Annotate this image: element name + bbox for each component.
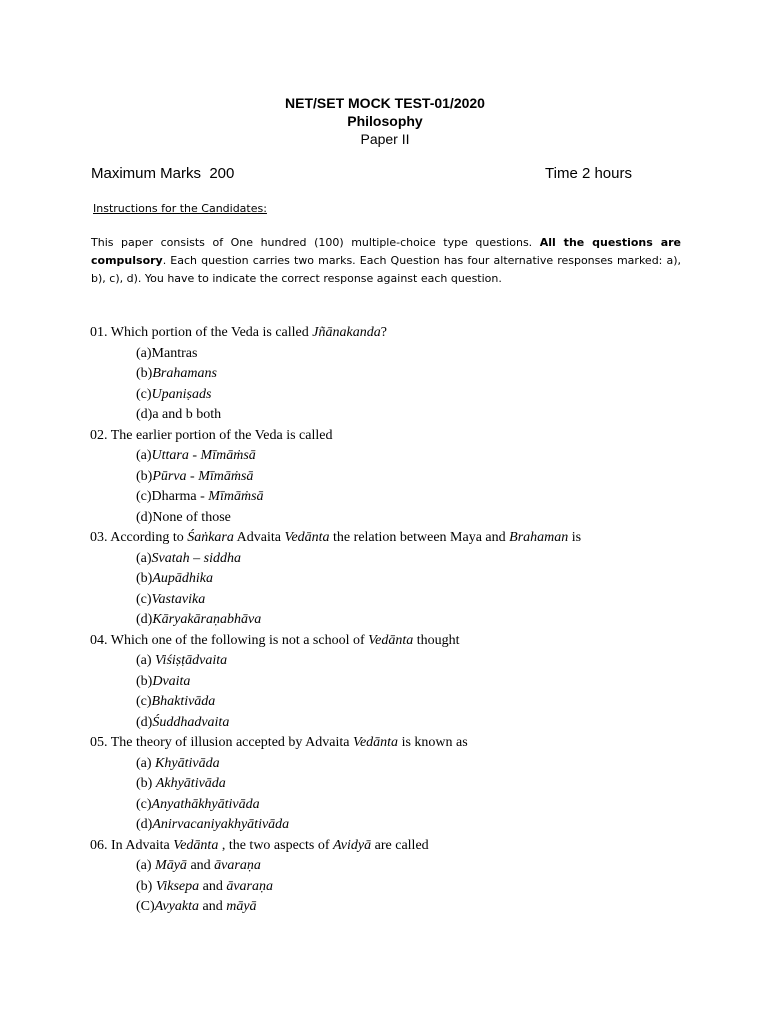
text-segment: Anirvacaniyakhyātivāda	[152, 817, 290, 832]
text-segment: 02. The earlier portion of the Veda is called	[90, 427, 333, 443]
answer-option	[90, 672, 690, 693]
text-segment: 03. According to	[90, 530, 188, 545]
answer-option	[90, 856, 690, 877]
text-segment: Avyakta	[154, 899, 199, 914]
subject-title: Philosophy	[347, 113, 423, 129]
text-segment: Vedānta	[173, 837, 219, 853]
text-segment: (a)	[136, 755, 156, 771]
text-segment: (a)Mantras	[136, 345, 198, 361]
answer-option	[90, 815, 690, 836]
question-block	[90, 323, 690, 426]
text-segment: (C)	[136, 899, 155, 914]
text-segment: Māyā	[155, 858, 187, 873]
instructions-heading: Instructions for the Candidates:	[93, 202, 267, 215]
text-segment: (b)	[136, 571, 153, 586]
answer-option	[90, 487, 690, 508]
text-segment: Vedānta	[368, 632, 414, 648]
text-segment: 01. Which portion of the Veda is called	[90, 325, 313, 340]
question-block	[90, 528, 690, 631]
answer-option	[90, 405, 690, 426]
instructions-body	[91, 234, 681, 288]
text-segment: (d)a and b both	[136, 407, 222, 422]
paper-label: Paper II	[360, 131, 410, 147]
text-segment: Avidyā	[333, 837, 372, 853]
text-segment: (d)None of those	[136, 509, 231, 525]
text-segment: is known as	[398, 735, 468, 750]
question-text	[90, 631, 690, 652]
answer-option	[90, 344, 690, 365]
text-segment: Upaniṣads	[151, 386, 212, 402]
question-text	[90, 426, 690, 447]
text-segment: Aupādhika	[152, 571, 213, 586]
text-segment: (b)	[136, 776, 156, 791]
question-list	[90, 323, 690, 918]
text-segment: (c)	[136, 591, 152, 607]
text-segment: (d)	[136, 714, 153, 730]
answer-option	[90, 549, 690, 570]
text-segment: Uttara - Mīmāṁsā	[151, 448, 256, 463]
question-text	[90, 323, 690, 344]
text-segment: Bhaktivāda	[151, 694, 216, 709]
text-segment: (b)	[136, 878, 156, 894]
text-segment: (c)	[136, 694, 152, 709]
text-segment: Dvaita	[152, 673, 191, 689]
answer-option	[90, 692, 690, 713]
question-text	[90, 836, 690, 857]
text-segment: Anyathākhyātivāda	[151, 796, 260, 812]
text-segment: (d)	[136, 817, 153, 832]
text-segment: (b)	[136, 468, 153, 484]
text-segment: Khyātivāda	[155, 755, 220, 771]
answer-option	[90, 569, 690, 590]
text-segment: , the two aspects of	[218, 837, 334, 853]
instructions-bold-part: All the questions are compulsory	[91, 236, 682, 267]
question-block	[90, 733, 690, 836]
text-segment: Vastavika	[151, 591, 206, 607]
instructions-text-part2: . Each question carries two marks. Each Question has four alternative responses marked: a), b), c), d). You have to indicate the correct response against each question.	[91, 254, 681, 285]
text-segment: Śaṅkara	[187, 530, 234, 545]
answer-option	[90, 795, 690, 816]
text-segment: māyā	[226, 899, 257, 914]
text-segment: Brahaman	[509, 530, 569, 545]
text-segment: Mīmāṁsā	[208, 489, 264, 504]
answer-option	[90, 651, 690, 672]
answer-option	[90, 754, 690, 775]
text-segment: (b)	[136, 366, 153, 381]
answer-option	[90, 877, 690, 898]
text-segment: and	[198, 899, 227, 914]
text-segment: āvaraṇa	[214, 858, 261, 873]
text-segment: 06. In Advaita	[90, 837, 174, 853]
text-segment: (c)Dharma -	[136, 489, 209, 504]
text-segment: (a)	[136, 448, 152, 463]
answer-option	[90, 446, 690, 467]
text-segment: Kāryakāraṇabhāva	[152, 612, 262, 627]
text-segment: Pūrva - Mīmāṁsā	[152, 468, 254, 484]
answer-option	[90, 467, 690, 488]
text-segment: āvaraṇa	[226, 878, 273, 894]
question-text	[90, 528, 690, 549]
text-segment: Vedānta	[284, 530, 330, 545]
text-segment: Brahamans	[152, 366, 217, 381]
question-block	[90, 426, 690, 529]
answer-option	[90, 774, 690, 795]
answer-option	[90, 385, 690, 406]
answer-option	[90, 610, 690, 631]
text-segment: thought	[413, 632, 460, 648]
question-block	[90, 836, 690, 918]
text-segment: (a)	[136, 550, 152, 566]
answer-option	[90, 897, 690, 918]
text-segment: Śuddhadvaita	[152, 714, 230, 730]
marks-time-row	[91, 164, 632, 184]
answer-option	[90, 508, 690, 529]
maximum-marks: Maximum Marks 200	[91, 165, 235, 182]
text-segment: Jñānakanda	[312, 325, 381, 340]
answer-option	[90, 713, 690, 734]
text-segment: is	[568, 530, 582, 545]
text-segment: are called	[371, 837, 429, 853]
question-block	[90, 631, 690, 734]
text-segment: Akhyātivāda	[155, 776, 226, 791]
text-segment: Vedānta	[352, 735, 399, 750]
answer-option	[90, 364, 690, 385]
text-segment: (a)	[136, 653, 156, 668]
text-segment: the relation between Maya and	[329, 530, 510, 545]
text-segment: and	[199, 878, 227, 894]
question-text	[90, 733, 690, 754]
text-segment: and	[186, 858, 215, 873]
text-segment: ?	[380, 325, 387, 340]
text-segment: Svatah – siddha	[151, 550, 241, 566]
answer-option	[90, 590, 690, 611]
text-segment: (b)	[136, 673, 153, 689]
text-segment: 04. Which one of the following is not a school of	[90, 632, 369, 648]
time-allowed: Time 2 hours	[545, 165, 632, 182]
text-segment: 05. The theory of illusion accepted by Advaita	[90, 735, 353, 750]
text-segment: (d)	[136, 612, 153, 627]
text-segment: Advaita	[233, 530, 285, 545]
text-segment: (c)	[136, 386, 152, 402]
text-segment: (c)	[136, 796, 152, 812]
instructions-text-part1: This paper consists of One hundred (100) multiple-choice type questions.	[91, 236, 540, 249]
test-title: NET/SET MOCK TEST-01/2020	[285, 95, 485, 111]
text-segment: Viksepa	[155, 878, 200, 894]
text-segment: (a)	[136, 858, 156, 873]
text-segment: Viśiṣṭādvaita	[155, 653, 228, 668]
